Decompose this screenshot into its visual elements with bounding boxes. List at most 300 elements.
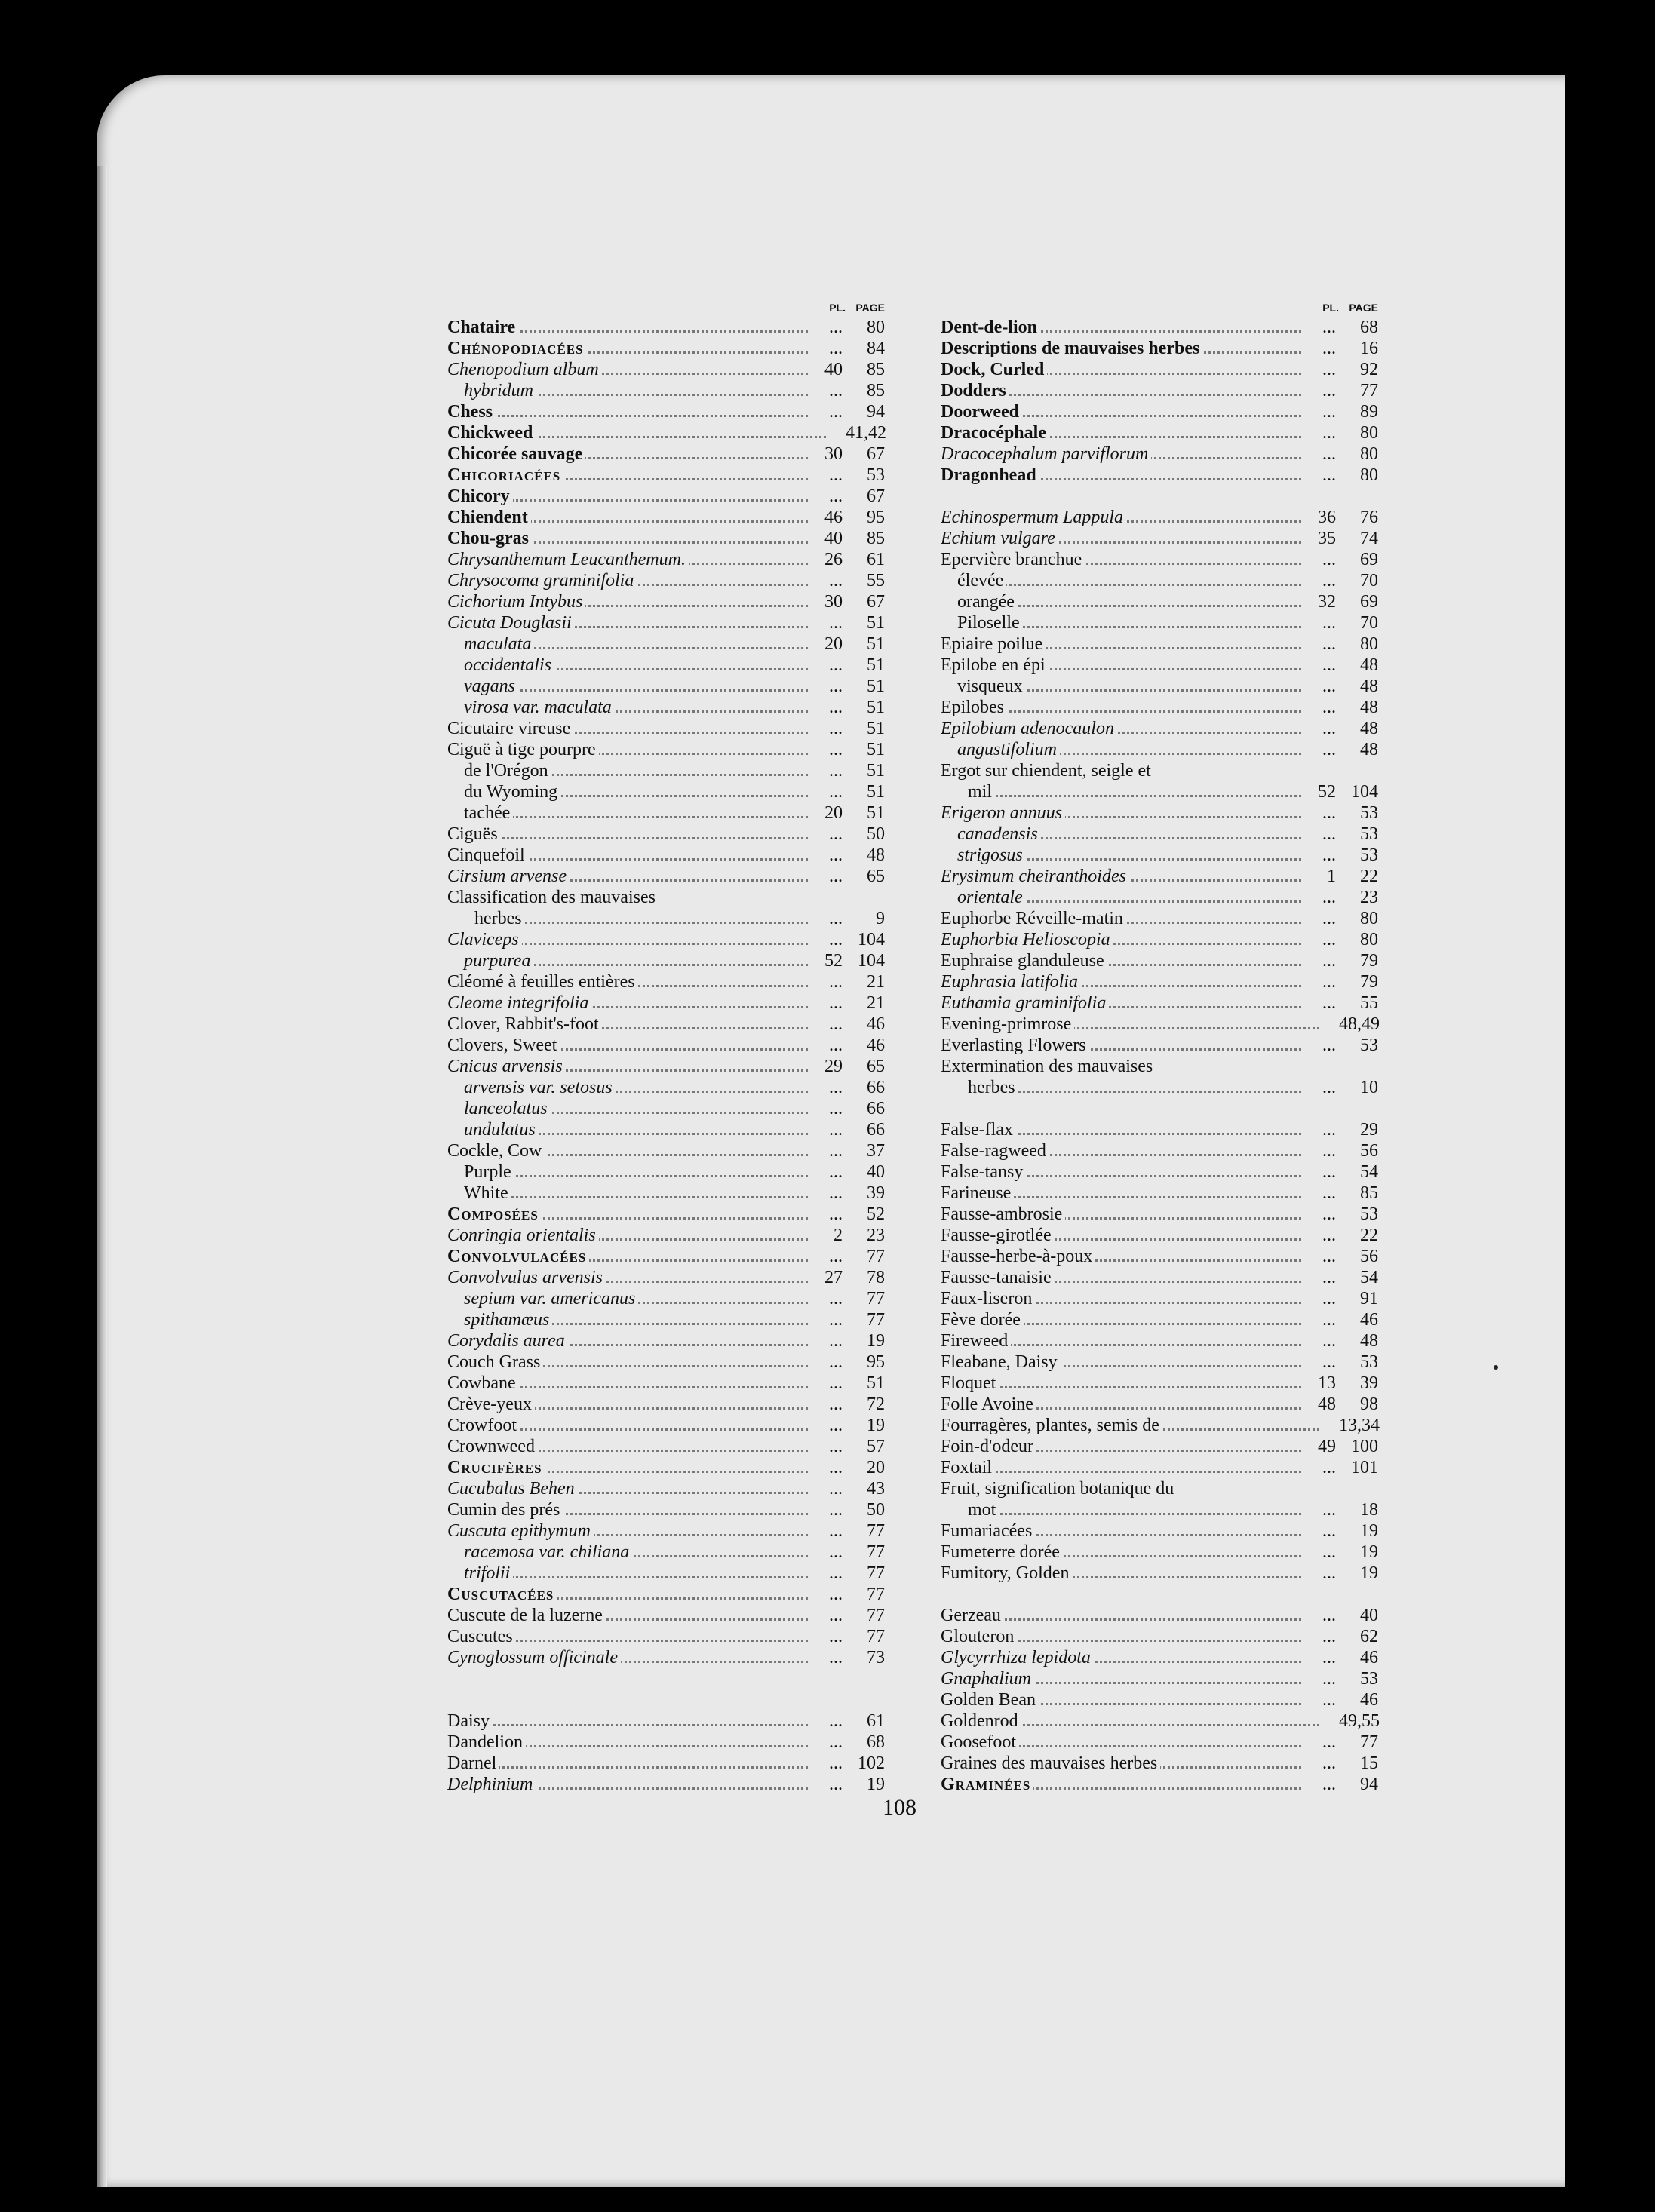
page-ref: 19 [1339,1563,1378,1584]
plate-number: ... [1301,549,1336,570]
page-ref: 85 [846,359,885,380]
plate-number: 35 [1301,528,1336,549]
index-entry [447,422,885,443]
plate-number: 29 [808,1056,843,1077]
index-term: Euthamia graminifolia [941,992,1109,1014]
page-ref: 74 [1339,528,1378,549]
plate-number: ... [808,612,843,634]
index-term: Cuscute de la luzerne [447,1605,606,1626]
index-entry [447,760,885,781]
plate-number: ... [808,866,843,887]
index-entry [447,1436,885,1457]
page-ref: 100 [1339,1436,1378,1457]
index-term: arvensis var. setosus [447,1077,616,1098]
plate-number: ... [1301,1626,1336,1647]
index-entry [447,1183,885,1204]
index-term: Folle Avoine [941,1394,1036,1415]
plate-number: 30 [808,443,843,465]
index-term: Chicorée sauvage [447,443,585,465]
index-term: orangée [941,591,1018,612]
page-ref: 53 [1339,1204,1378,1225]
dot-leader [941,1471,1319,1473]
index-term: Ciguës [447,824,501,845]
index-term: Epilobes [941,697,1007,718]
index-term: Dracocephalum parviflorum [941,443,1151,465]
index-entry [447,1098,885,1119]
index-entry [941,528,1378,549]
plate-number: ... [808,760,843,781]
index-entry [447,1014,885,1035]
index-term: Echium vulgare [941,528,1058,549]
index-term: Chrysanthemum Leucanthemum. [447,549,689,570]
index-entry [941,1457,1378,1478]
plate-number: 26 [808,549,843,570]
index-term: Farineuse [941,1183,1014,1204]
page-ref: 29 [1339,1119,1378,1140]
page-ref: 72 [846,1394,885,1415]
plate-number: ... [808,1330,843,1351]
page-ref: 48 [1339,739,1378,760]
index-entry [447,570,885,591]
page-ref: 85 [1339,1183,1378,1204]
index-entry [447,1288,885,1309]
index-entry [941,802,1378,824]
index-entries-left [447,317,885,1795]
index-entry [941,739,1378,760]
page-ref: 23 [846,1225,885,1246]
plate-number: ... [1301,1520,1336,1542]
page-ref: 85 [846,380,885,401]
index-term: Chickweed [447,422,536,443]
index-entry [447,380,885,401]
page-ref: 77 [846,1246,885,1267]
index-entry [447,549,885,570]
index-entry [941,1056,1378,1077]
page-ref: 69 [1339,591,1378,612]
index-term: trifolii [447,1563,513,1584]
index-term: Euphrasia latifolia [941,971,1081,992]
index-entry [941,1351,1378,1373]
page-ref: 66 [846,1098,885,1119]
index-entry [941,992,1378,1014]
index-term: Gerzeau [941,1605,1004,1626]
plate-number: ... [808,465,843,486]
index-term: Glouteron [941,1626,1017,1647]
page-ref: 49,55 [1339,1711,1380,1731]
page-ref: 52 [846,1204,885,1225]
plate-number: ... [808,739,843,760]
dot-leader [447,1724,826,1726]
page-ref: 95 [846,1351,885,1373]
index-entry [447,1309,885,1330]
plate-number: ... [808,401,843,422]
index-term: Faux-liseron [941,1288,1035,1309]
plate-number: ... [808,1647,843,1668]
page-ref: 66 [846,1077,885,1098]
index-term: Clover, Rabbit's-foot [447,1014,602,1035]
page-ref: 53 [846,465,885,486]
page-ref: 104 [846,950,885,971]
index-entry [447,1520,885,1542]
index-entry [941,1119,1378,1140]
index-entry [941,1330,1378,1351]
plate-number: 27 [808,1267,843,1288]
plate-number: ... [808,1753,843,1774]
index-term: undulatus [447,1119,539,1140]
index-term: Delphinium [447,1774,536,1795]
plate-number: ... [808,929,843,950]
page-ref: 76 [1339,507,1378,528]
index-term: Echinospermum Lappula [941,507,1126,528]
index-term: Convolvulus arvensis [447,1267,606,1288]
header-page-label: PAGE [1349,302,1378,314]
page-ref: 51 [846,802,885,824]
index-entry [941,929,1378,950]
index-term: Gnaphalium [941,1668,1034,1689]
page-ref: 18 [1339,1499,1378,1520]
page-ref: 21 [846,971,885,992]
plate-number: ... [1301,1542,1336,1563]
index-entry [941,1732,1378,1753]
page-ref: 54 [1339,1161,1378,1183]
plate-number: ... [1301,317,1336,338]
page-ref: 61 [846,1710,885,1732]
index-entry [941,549,1378,570]
index-entry [941,1246,1378,1267]
plate-number: ... [1301,1267,1336,1288]
page-ref: 65 [846,866,885,887]
index-entry [447,1267,885,1288]
page-ref: 77 [846,1542,885,1563]
index-term: herbes [941,1077,1018,1098]
page-ref: 48 [1339,697,1378,718]
plate-number: ... [808,380,843,401]
index-term: spithamæus [447,1309,552,1330]
page-ref: 53 [1339,1351,1378,1373]
index-term: Chiendent [447,507,531,528]
index-entry [447,486,885,507]
plate-number: ... [1301,1035,1336,1056]
page-ref: 16 [1339,338,1378,359]
index-entry [447,1415,885,1436]
plate-number: ... [808,1161,843,1183]
index-term: mil [941,781,995,802]
index-term: Ergot sur chiendent, seigle et [941,760,1154,781]
page-ref: 80 [846,317,885,338]
index-entry [447,929,885,950]
index-entry [941,1753,1378,1774]
index-term: orientale [941,887,1026,908]
page-ref: 94 [846,401,885,422]
page-ref: 48,49 [1339,1014,1380,1034]
page-ref: 10 [1339,1077,1378,1098]
plate-number: ... [1301,1732,1336,1753]
plate-number: ... [1301,1309,1336,1330]
index-term: Evening-primrose [941,1014,1074,1035]
plate-number: ... [1301,887,1336,908]
page-ref: 51 [846,781,885,802]
plate-number: 52 [808,950,843,971]
page-ref: 51 [846,760,885,781]
index-entry [941,1626,1378,1647]
index-term: Graines des mauvaises herbes [941,1753,1160,1774]
plate-number: ... [808,1542,843,1563]
index-entry [447,1774,885,1795]
index-entry [941,781,1378,802]
plate-number: ... [808,718,843,739]
index-term: Descriptions de mauvaises herbes [941,338,1202,359]
page-ref: 40 [1339,1605,1378,1626]
page-ref: 40 [846,1161,885,1183]
plate-number: ... [808,1351,843,1373]
column-header-right [941,300,1378,317]
plate-number: ... [808,1014,843,1035]
index-term: lanceolatus [447,1098,551,1119]
index-spacer [447,1668,885,1689]
index-entry [447,1584,885,1605]
page-ref: 37 [846,1140,885,1161]
plate-number: ... [1301,422,1336,443]
plate-number: ... [1301,824,1336,845]
index-term: Composées [447,1204,542,1225]
plate-number: ... [1301,1668,1336,1689]
index-entry [447,317,885,338]
page-ref: 48 [1339,718,1378,739]
index-entry [941,1161,1378,1183]
index-entry [941,1499,1378,1520]
index-entry [447,401,885,422]
page-ref: 78 [846,1267,885,1288]
index-entry [941,1035,1378,1056]
index-entry [447,845,885,866]
plate-number: ... [808,655,843,676]
index-term: Cuscutes [447,1626,516,1647]
index-entry [447,655,885,676]
page-ref: 53 [1339,1668,1378,1689]
page-ref: 39 [1339,1373,1378,1394]
index-entry [447,866,885,887]
index-term: Epilobium adenocaulon [941,718,1117,739]
page-ref: 77 [846,1520,885,1542]
index-term: Claviceps [447,929,522,950]
index-term: Cumin des prés [447,1499,563,1520]
index-entry [447,634,885,655]
plate-number: ... [1301,570,1336,591]
plate-number: ... [808,1520,843,1542]
page-ref: 80 [1339,422,1378,443]
index-spacer [447,1689,885,1710]
plate-number: ... [808,697,843,718]
page-ref: 51 [846,676,885,697]
index-entry [447,781,885,802]
page-ref: 66 [846,1119,885,1140]
index-term: Piloselle [941,612,1023,634]
index-entry [447,697,885,718]
index-entry [941,845,1378,866]
index-term: Euphraise glanduleuse [941,950,1107,971]
index-entry [941,1647,1378,1668]
index-term: hybridum [447,380,536,401]
plate-number: ... [1301,1140,1336,1161]
page-ref: 19 [1339,1542,1378,1563]
index-term: Chess [447,401,496,422]
index-entry [941,697,1378,718]
plate-number: ... [1301,1183,1336,1204]
index-entry [447,528,885,549]
plate-number: ... [1301,1161,1336,1183]
index-entry [941,718,1378,739]
plate-number: ... [1301,443,1336,465]
index-term: Corydalis aurea [447,1330,568,1351]
plate-number: ... [808,1563,843,1584]
page-ref: 51 [846,634,885,655]
page-ref: 91 [1339,1288,1378,1309]
index-entry [941,1520,1378,1542]
index-term: strigosus [941,845,1026,866]
index-entry [447,1499,885,1520]
page-ref: 77 [1339,380,1378,401]
page-ref: 77 [846,1563,885,1584]
index-term: Purple [447,1161,514,1183]
index-entry [941,612,1378,634]
index-entry [447,1373,885,1394]
index-term: Ciguë à tige pourpre [447,739,599,760]
plate-number: ... [808,1436,843,1457]
index-term: White [447,1183,511,1204]
plate-number: ... [808,1499,843,1520]
index-entry [447,1351,885,1373]
plate-number: 13 [1301,1373,1336,1394]
index-term: Crucifères [447,1457,545,1478]
plate-number: ... [1301,338,1336,359]
plate-number: ... [1301,1499,1336,1520]
plate-number: ... [808,317,843,338]
index-entry [941,1288,1378,1309]
page-ref: 80 [1339,465,1378,486]
index-term: Chicoriacées [447,465,563,486]
index-entry [447,1626,885,1647]
index-term: occidentalis [447,655,554,676]
page-ref: 19 [1339,1520,1378,1542]
index-term: Chénopodiacées [447,338,587,359]
index-entry [447,1647,885,1668]
page-ref: 62 [1339,1626,1378,1647]
index-term: Clovers, Sweet [447,1035,560,1056]
index-entry [941,908,1378,929]
index-entry [447,908,885,929]
page-ref: 46 [846,1014,885,1035]
plate-number: ... [1301,845,1336,866]
page-ref: 51 [846,655,885,676]
index-term: Chou-gras [447,528,532,549]
index-spacer [941,486,1378,507]
plate-number: 48 [1301,1394,1336,1415]
index-entry [941,359,1378,380]
header-pl-label: PL. [1322,302,1339,314]
index-term: purpurea [447,950,533,971]
page-ref: 79 [1339,971,1378,992]
index-entry [941,676,1378,697]
index-term: False-ragweed [941,1140,1049,1161]
index-term: Golden Bean [941,1689,1039,1710]
index-term: Cnicus arvensis [447,1056,566,1077]
page-ref: 22 [1339,1225,1378,1246]
index-entry [941,1394,1378,1415]
index-entry [941,760,1378,781]
index-entry [447,992,885,1014]
plate-number: ... [1301,1457,1336,1478]
page-ref: 48 [1339,1330,1378,1351]
page-ref: 84 [846,338,885,359]
index-term: Fleabane, Daisy [941,1351,1061,1373]
page-ref: 77 [846,1584,885,1605]
page-ref: 46 [846,1035,885,1056]
page-ref: 46 [1339,1309,1378,1330]
index-term: Foxtail [941,1457,995,1478]
page-ref: 54 [1339,1267,1378,1288]
page-ref: 23 [1339,887,1378,908]
plate-number: ... [1301,380,1336,401]
plate-number: 32 [1301,591,1336,612]
plate-number: ... [808,1204,843,1225]
index-term: Darnel [447,1753,499,1774]
index-term: Fourragères, plantes, semis de [941,1415,1162,1436]
index-entry [447,1330,885,1351]
index-term: Cicutaire vireuse [447,718,573,739]
index-entry [447,1478,885,1499]
index-term: Crownweed [447,1436,538,1457]
plate-number: ... [808,676,843,697]
plate-number: ... [808,338,843,359]
index-entry [447,1542,885,1563]
index-term: Cucubalus Behen [447,1478,578,1499]
index-term: Fausse-herbe-à-poux [941,1246,1095,1267]
index-entry [447,950,885,971]
plate-number: ... [808,824,843,845]
index-term: Euphorbia Helioscopia [941,929,1113,950]
page-ref: 68 [1339,317,1378,338]
plate-number: ... [1301,1288,1336,1309]
index-term: Conringia orientalis [447,1225,599,1246]
plate-number: ... [1301,1077,1336,1098]
plate-number: 2 [808,1225,843,1246]
plate-number: ... [1301,1605,1336,1626]
page-ref: 98 [1339,1394,1378,1415]
page-ref: 9 [846,908,885,929]
index-term: du Wyoming [447,781,560,802]
plate-number: 49 [1301,1436,1336,1457]
page-ref: 67 [846,443,885,465]
plate-number: ... [1301,1225,1336,1246]
index-term: Chenopodium album [447,359,602,380]
index-term: Chataire [447,317,518,338]
index-term: Euphorbe Réveille-matin [941,908,1126,929]
page-ref: 57 [846,1436,885,1457]
index-entry [941,866,1378,887]
index-term: False-tansy [941,1161,1026,1183]
plate-number: ... [1301,676,1336,697]
plate-number: ... [808,1457,843,1478]
index-entry [447,507,885,528]
plate-number: 40 [808,528,843,549]
plate-number: ... [1301,655,1336,676]
page-ref: 80 [1339,443,1378,465]
index-entry [447,676,885,697]
page-ref: 53 [1339,845,1378,866]
plate-number: ... [1301,908,1336,929]
page-ref: 69 [1339,549,1378,570]
index-entry [941,1267,1378,1288]
